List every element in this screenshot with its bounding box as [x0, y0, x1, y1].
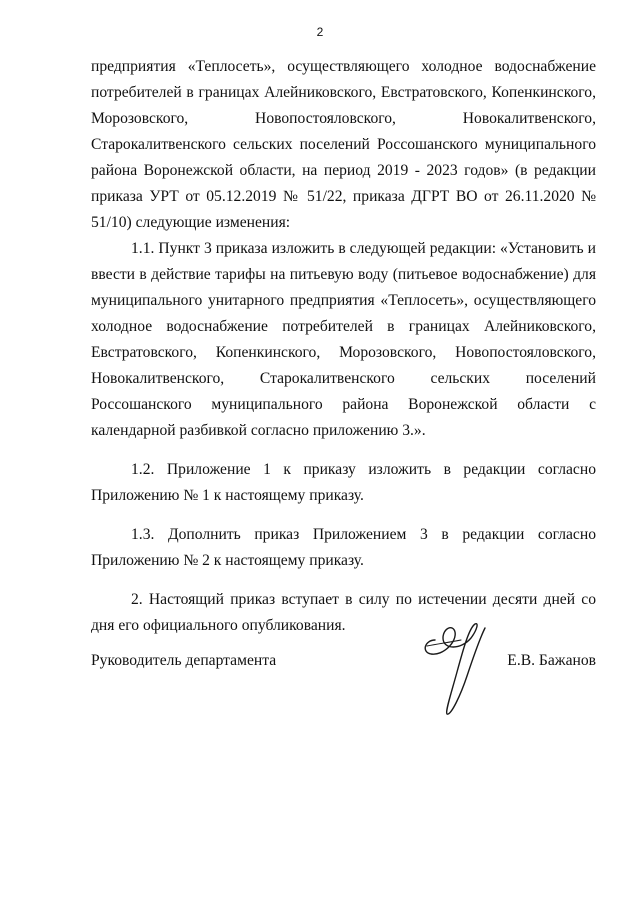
signer-name: Е.В. Бажанов: [507, 652, 596, 669]
paragraph-item-1-2: 1.2. Приложение 1 к приказу изложить в редакции согласно Приложению № 1 к настоящему приказу.: [91, 461, 596, 504]
paragraph-item-1-3: 1.3. Дополнить приказ Приложением 3 в редакции согласно Приложению № 2 к настоящему приказу.: [91, 526, 596, 569]
signer-title: Руководитель департамента: [91, 652, 277, 669]
document-body: [91, 54, 596, 639]
paragraph-item-2: 2. Настоящий приказ вступает в силу по истечении десяти дней со дня его официального опубликования.: [91, 591, 596, 634]
handwritten-signature: [417, 620, 507, 720]
paragraph-intro: предприятия «Теплосеть», осуществляющего холодное водоснабжение потребителей в границах Алейниковского, Евстратовского, Копенкинского, Морозовского, Новопостояловского, Новокалитвенского, Старокалитвенского сельских поселений Россошанского муниципального района Воронежской области, на период 2019 - 2023 годов» (в редакции приказа УРТ от 05.12.2019 № 51/22, приказа ДГРТ ВО от 26.11.2020 № 51/10) следующие изменения:: [91, 58, 596, 231]
paragraph-item-1-1: 1.1. Пункт 3 приказа изложить в следующей редакции: «Установить и ввести в действие тарифы на питьевую воду (питьевое водоснабжение) для муниципального унитарного предприятия «Теплосеть», осуществляющего холодное водоснабжение потребителей в границах Алейниковского, Евстратовского, Копенкинского, Морозовского, Новопостояловского, Новокалитвенского, Старокалитвенского сельских поселений Россошанского муниципального района Воронежской области с календарной разбивкой согласно приложению 3.».: [91, 240, 596, 439]
page-number: 2: [316, 25, 324, 39]
signature-block: [91, 640, 596, 720]
